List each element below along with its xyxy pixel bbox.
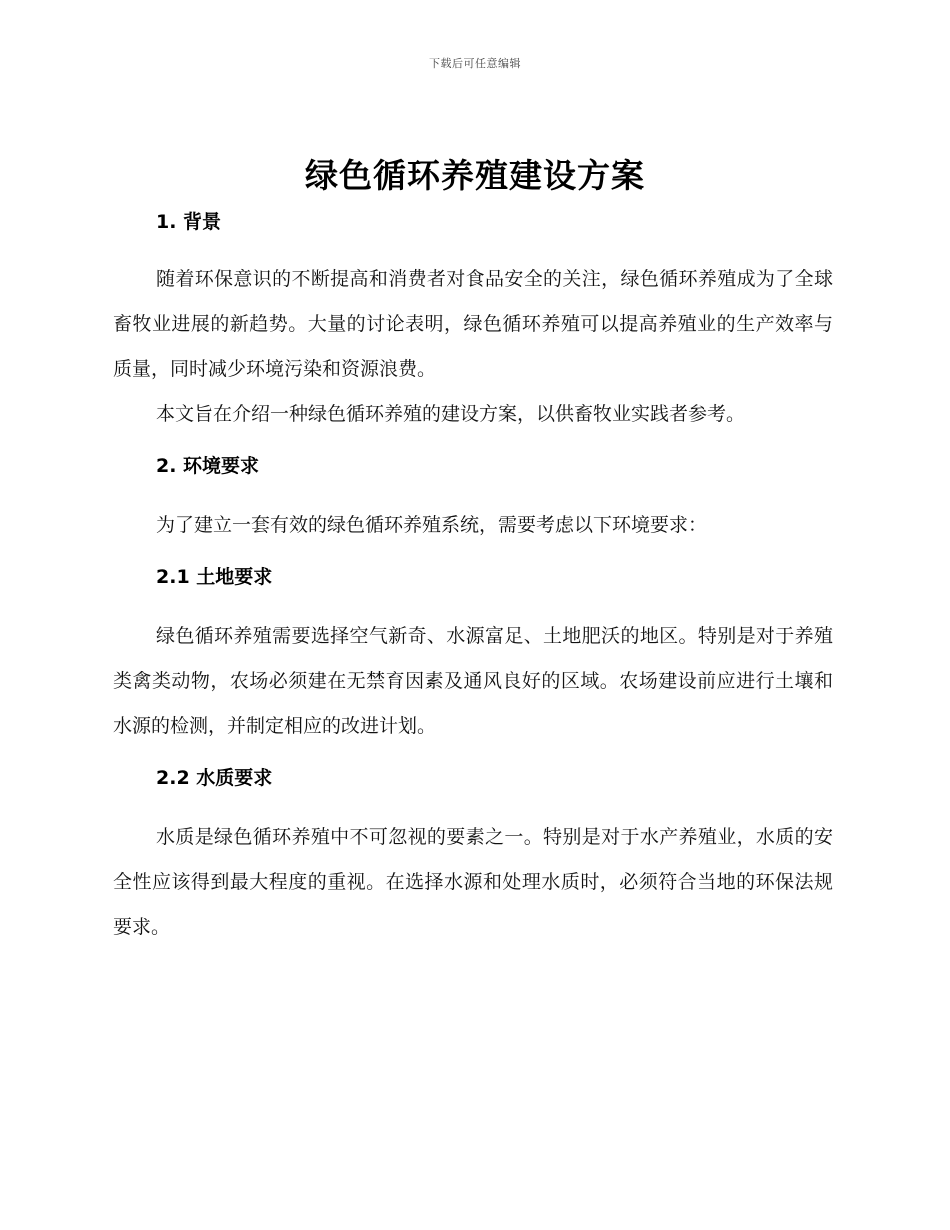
paragraph-environment-intro: 为了建立一套有效的绿色循环养殖系统，需要考虑以下环境要求： — [156, 514, 708, 536]
document-body — [113, 205, 833, 950]
section-heading-land: 2.1 土地要求 — [156, 566, 273, 588]
paragraph-background-1: 随着环保意识的不断提高和消费者对食品安全的关注，绿色循环养殖成为了全球畜牧业进展的新趋势。大量的讨论表明，绿色循环养殖可以提高养殖业的生产效率与质量，同时减少环境污染和资源浪费。 — [113, 268, 833, 380]
header-note: 下载后可任意编辑 — [429, 57, 521, 70]
section-heading-background: 1. 背景 — [156, 211, 222, 233]
section-heading-water: 2.2 水质要求 — [156, 767, 273, 789]
section-heading-environment: 2. 环境要求 — [156, 455, 260, 477]
paragraph-background-2: 本文旨在介绍一种绿色循环养殖的建设方案，以供畜牧业实践者参考。 — [156, 403, 746, 425]
paragraph-land-requirements: 绿色循环养殖需要选择空气新奇、水源富足、土地肥沃的地区。特别是对于养殖类禽类动物，农场必须建在无禁育因素及通风良好的区域。农场建设前应进行土壤和水源的检测，并制定相应的改进计划。 — [113, 625, 833, 737]
document-title: 绿色循环养殖建设方案 — [305, 156, 645, 195]
paragraph-water-requirements: 水质是绿色循环养殖中不可忽视的要素之一。特别是对于水产养殖业，水质的安全性应该得到最大程度的重视。在选择水源和处理水质时，必须符合当地的环保法规要求。 — [113, 826, 833, 938]
